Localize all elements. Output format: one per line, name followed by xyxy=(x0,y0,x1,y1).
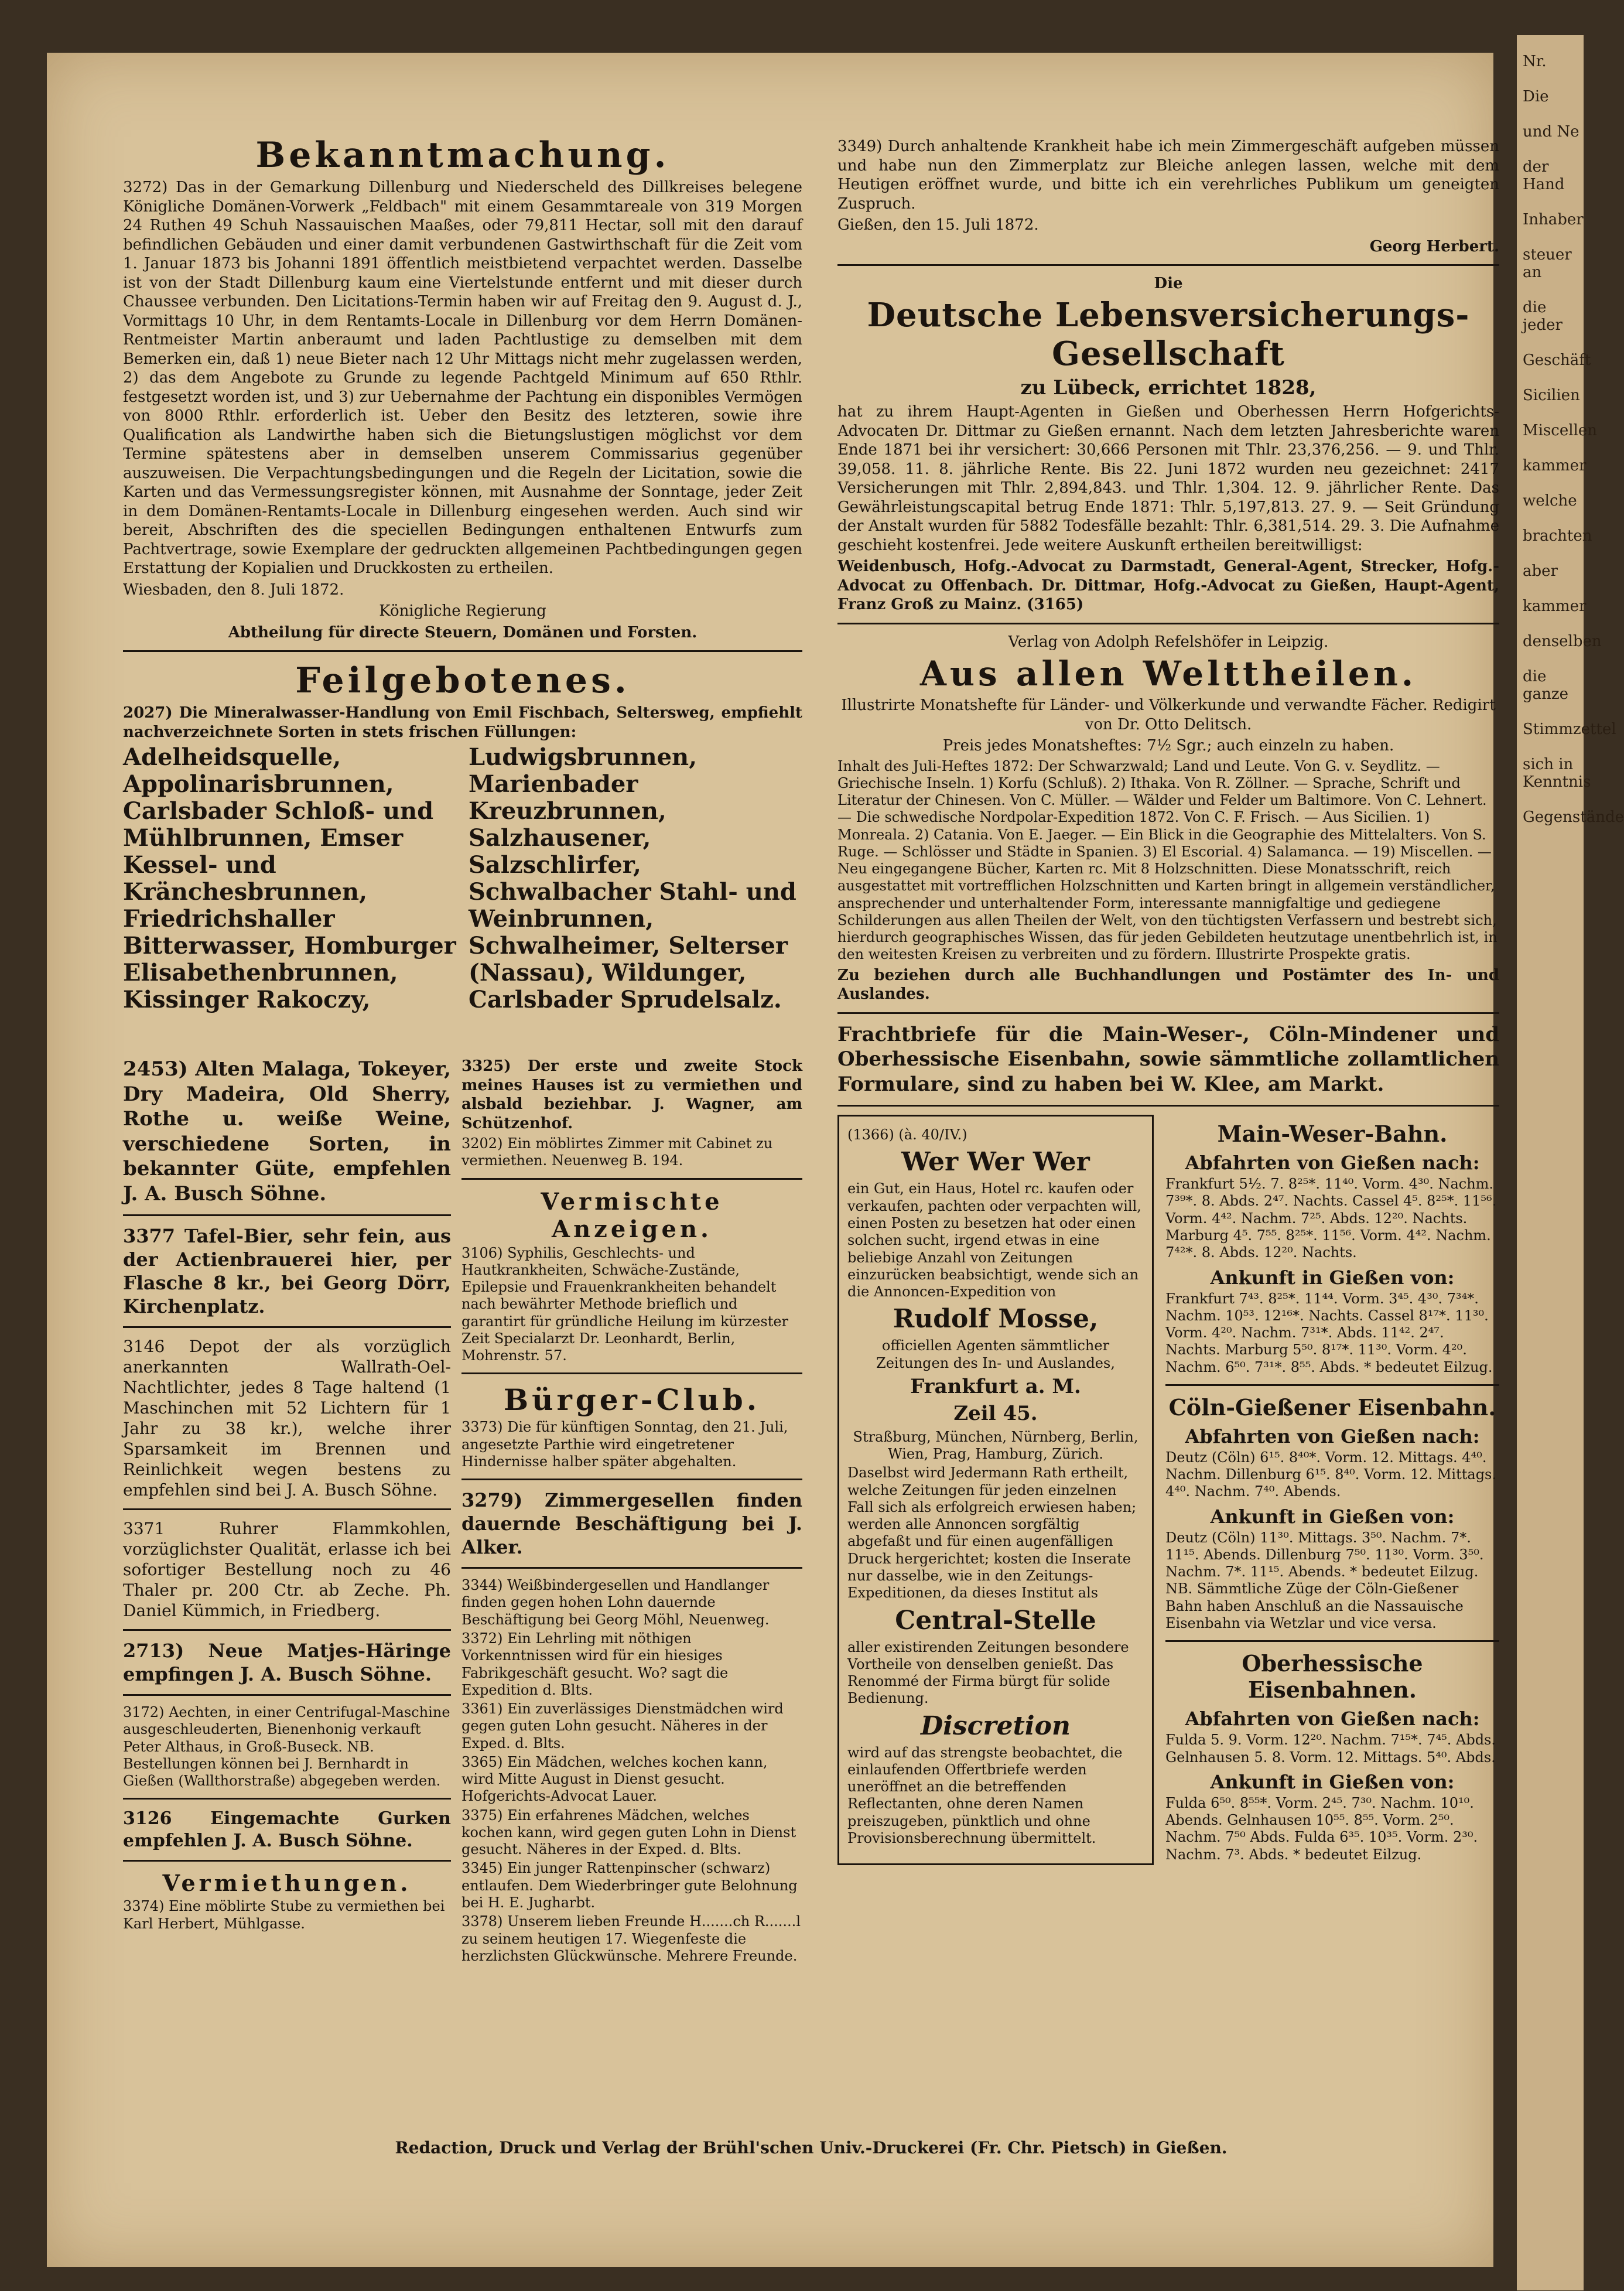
lebensversicherung-sub: zu Lübeck, errichtet 1828, xyxy=(1020,375,1317,400)
divider xyxy=(1165,1640,1499,1642)
lower-right-grid xyxy=(837,1115,1499,1865)
fischbach-intro: 2027) Die Mineralwasser-Handlung von Emil Fischbach, Seltersweg, empfiehlt nachverzeichnete Sorten in stets frischen Füllungen: xyxy=(123,704,802,741)
maedchen-ad: 3375) Ein erfahrenes Mädchen, welches kochen kann, wird gegen guten Lohn in Dienst gesucht. Näheres in der Exped. d. Blts. xyxy=(461,1807,796,1858)
vermischte-title: Vermischte Anzeigen. xyxy=(541,1187,723,1243)
edge-text: Inhaber xyxy=(1523,211,1584,228)
mosse-text1: ein Gut, ein Haus, Hotel rc. kaufen oder verkaufen, pachten oder verpachten will, einen Posten zu besetzen hat oder einen solchen sucht, irgend etwas in eine beliebige Anzahl von Zeitungen einzurücken beabsichtigt, wende sich an die Annoncen-Expedition von xyxy=(847,1180,1141,1300)
mosse-zeil: Zeil 45. xyxy=(953,1402,1038,1426)
edge-text: die ganze xyxy=(1523,668,1568,703)
railway-timetable xyxy=(1165,1115,1499,1865)
mosse-central: Central-Stelle xyxy=(895,1605,1096,1636)
divider xyxy=(123,650,802,652)
divider xyxy=(123,1798,451,1800)
welttheilen-sub: Illustrirte Monatshefte für Länder- und Völkerkunde und verwandte Fächer. Redigirt von Dr. Otto Delitsch. xyxy=(841,696,1496,733)
welttheilen-bezug: Zu beziehen durch alle Buchhandlungen und Postämter des In- und Auslandes. xyxy=(837,966,1499,1003)
depot-ad: 3146 Depot der als vorzüglich anerkannten Wallrath-Oel-Nachtlichter, jedes 8 Tage haltend (1 Maschinchen mit 52 Lichtern für 1 Jahr zu 38 kr.), welche ihrer Sparsamkeit im Brennen und Reinlichkeit wegen bestens zu empfehlen sind bei J. A. Busch Söhne. xyxy=(123,1337,451,1500)
edge-text: Miscellen xyxy=(1523,422,1597,439)
divider xyxy=(123,1694,451,1696)
kohlen-ad: 3371 Ruhrer Flammkohlen, vorzüglichster Qualität, erlasse ich bei sofortiger Bestellung noch zu 46 Thaler pr. 200 Ctr. ab Zeche. Ph. Daniel Kümmich, in Friedberg. xyxy=(123,1519,451,1620)
mosse-cities: Straßburg, München, Nürnberg, Berlin, Wien, Prag, Hamburg, Zürich. xyxy=(853,1428,1138,1463)
abfahrt-heading: Abfahrten von Gießen nach: xyxy=(1185,1425,1480,1447)
oberhessische-arrivals: Fulda 6⁵⁰. 8⁵⁵*. Vorm. 2⁴⁵. 7³⁰. Nachm. 10¹⁰. Abends. Gelnhausen 10⁵⁵. 8⁵⁵. Vorm. 2⁵⁰. Nachm. 7⁵⁰ Abds. Fulda 6³⁵. 10³⁵. Vorm. 2³⁰. Nachm. 7³. Abds. * bedeutet Eilzug. xyxy=(1165,1794,1478,1863)
main-weser-departures: Frankfurt 5⅟₂. 7. 8²⁵*. 11⁴⁰. Vorm. 4³⁰. Nachm. 7³⁹*. 8. Abds. 2⁴⁷. Nachts. Cassel 4⁵. 8²⁵*. 11⁵⁶. Vorm. 4⁴². Nachm. 7²⁵. Abds. 12²⁰. Nachts. Marburg 4⁵. 7⁵⁵. 8²⁵*. 11⁵⁶. Vorm. 4⁴². Nachm. 7⁴²*. 8. Abds. 12²⁰. Nachts. xyxy=(1165,1176,1497,1261)
waters-left: Adelheidsquelle, Appolinarisbrunnen, Carlsbader Schloß- und Mühlbrunnen, Emser Kessel- und Kränchesbrunnen, Friedrichshaller Bitterwasser, Homburger Elisabethenbrunnen, Kissinger Rakoczy, xyxy=(123,743,456,1013)
mosse-daselbst: Daselbst wird Jedermann Rath ertheilt, welche Zeitungen für jeden einzelnen Fall sich als erfolgreich erwiesen haben; werden alle Annoncen sorgfältig abgefaßt und für einen augenfälligen Druck hergerichtet; kosten die Inserate nur dasselbe, wie in den Zeitungs-Expeditionen, da dieses Institut als xyxy=(847,1464,1137,1602)
edge-text: Stimmzettel xyxy=(1523,721,1616,738)
bekanntmachung-text: 3272) Das in der Gemarkung Dillenburg und Niederscheld des Dillkreises belegene Königliche Domänen-Vorwerk „Feldbach" mit einem Gesammtareale von 319 Morgen 24 Ruthen 49 Schuh Nassauischen Maaßes, oder 79,811 Hectar, soll mit den darauf befindlichen Gebäuden und einer damit verbundenen Gastwirthschaft für die Zeit vom 1. Januar 1873 bis Johanni 1891 öffentlich meistbietend verpachtet werden. Dasselbe ist von der Stadt Dillenburg kaum eine Viertelstunde entfernt und mit dieser durch Chaussee verbunden. Den Licitations-Termin haben wir auf Freitag den 9. August d. J., Vormittags 10 Uhr, in dem Rentamts-Locale in Dillenburg vor dem Herrn Domänen-Rentmeister Martin anberaumt und laden Pachtlustige zu demselben mit dem Bemerken ein, daß 1) neue Bieter nach 12 Uhr Mittags nicht mehr zugelassen werden, 2) das dem Angebote zu Grunde zu legende Pachtgeld Minimum auf 650 Rthlr. festgesetzt worden ist, und 3) zur Uebernahme der Pachtung ein disponibles Vermögen von 8000 Rthlr. erforderlich ist. Ueber den Besitz des letzteren, sowie ihre Qualification als Landwirthe haben sich die Bietungslustigen möglichst vor dem Termine spätestens aber in demselben unserem Commissarius gegenüber auszuweisen. Die Verpachtungsbedingungen und die Regeln der Licitation, sowie die Karten und das Vermessungsregister können, mit Ausnahme der Sonntage, jeder Zeit in dem Domänen-Rentamts-Locale in Dillenburg eingesehen werden. Auch sind wir bereit, Abschriften des die speciellen Bedingungen enthaltenen Entwurfs zum Pachtvertrage, sowie Exemplare der gedruckten allgemeinen Pachtbedingungen gegen Erstattung der Kopialien und Druckkosten zu ertheilen. xyxy=(123,179,802,577)
zimmer-ad: 3202) Ein möblirtes Zimmer mit Cabinet zu vermiethen. Neuenweg B. 194. xyxy=(461,1135,773,1169)
pinscher-ad: 3345) Ein junger Rattenpinscher (schwarz) entlaufen. Dem Wiederbringer gute Belohnung bei H. E. Jugharbt. xyxy=(461,1860,798,1911)
divider xyxy=(1165,1384,1499,1386)
mineral-water-list xyxy=(123,744,802,1013)
oberhessische-title: Oberhessische Eisenbahnen. xyxy=(1242,1650,1423,1703)
abfahrt-heading: Abfahrten von Gießen nach: xyxy=(1185,1152,1480,1174)
edge-text: Gegenstände xyxy=(1523,808,1624,826)
edge-text: und Ne xyxy=(1523,123,1579,141)
vermiethungen-ad: 3374) Eine möblirte Stube zu vermiethen bei Karl Herbert, Mühlgasse. xyxy=(123,1898,445,1932)
edge-text: kammer xyxy=(1523,457,1587,474)
dienstmaedchen-ad: 3361) Ein zuverlässiges Dienstmädchen wird gegen guten Lohn gesucht. Näheres in der Exped. d. Blts. xyxy=(461,1701,784,1751)
oberhessische-departures: Fulda 5. 9. Vorm. 12²⁰. Nachm. 7¹⁵*. 7⁴⁵. Abds. Gelnhausen 5. 8. Vorm. 12. Mittags. 5⁴⁰. Abds. xyxy=(1165,1732,1496,1766)
edge-text: sich in Kenntnis xyxy=(1523,756,1591,791)
abfahrt-heading: Abfahrten von Gießen nach: xyxy=(1185,1708,1480,1730)
waters-right: Ludwigsbrunnen, Marienbader Kreuzbrunnen, Salzhausener, Salzschlirfer, Schwalbacher Stahl- und Weinbrunnen, Schwalheimer, Selterser (Nassau), Wildunger, Carlsbader Sprudelsalz. xyxy=(469,743,796,1013)
newspaper-page xyxy=(47,53,1499,2267)
edge-text: aber xyxy=(1523,562,1558,580)
right-subcolumn xyxy=(461,1054,802,1966)
main-weser-arrivals: Frankfurt 7⁴³. 8²⁵*. 11⁴⁴. Vorm. 3⁴⁵. 4³⁰. 7³⁴*. Nachm. 10⁵³. 12¹⁶*. Nachts. Cassel 8¹⁷*. 11³⁰. Vorm. 4²⁰. Nachm. 7³¹*. Abds. 11⁴². 2⁴⁷. Nachts. Marburg 5⁵⁰. 8¹⁷*. 11³⁰. Vorm. 4²⁰. Nachm. 6⁵⁰. 7³¹*. 8⁵⁵. Abds. * bedeutet Eilzug. xyxy=(1165,1290,1493,1375)
matjes-ad: 2713) Neue Matjes-Häringe empfingen J. A. Busch Söhne. xyxy=(123,1640,451,1685)
divider xyxy=(461,1479,802,1480)
buerger-club-title: Bürger-Club. xyxy=(503,1382,761,1418)
maedchen-kochen-ad: 3365) Ein Mädchen, welches kochen kann, wird Mitte August in Dienst gesucht. Hofgerichts-Advocat Lauer. xyxy=(461,1753,768,1805)
edge-text: Sicilien xyxy=(1523,387,1580,404)
zimmergesellen-ad: 3279) Zimmergesellen finden dauernde Beschäftigung bei J. Alker. xyxy=(461,1489,802,1559)
herbert-date: Gießen, den 15. Juli 1872. xyxy=(837,216,1039,234)
edge-text: steuer an xyxy=(1523,246,1572,281)
adjacent-page-edge xyxy=(1517,35,1624,2290)
lebensversicherung-title: Deutsche Lebensversicherungs-Gesellschaft xyxy=(867,295,1470,373)
right-column xyxy=(837,135,1499,1865)
mosse-city: Frankfurt a. M. xyxy=(910,1374,1081,1398)
coeln-giessen-arrivals: Deutz (Cöln) 11³⁰. Mittags. 3⁵⁰. Nachm. 7*. 11¹⁵. Abends. Dillenburg 7⁵⁰. 11³⁰. Vorm. 3⁵⁰. Nachm. 7*. 11¹⁵. Abends. * bedeutet Eilzug. NB. Sämmtliche Züge der Cöln-Gießener Bahn haben Anschluß an die Nassauische Eisenbahn via Wetzlar und vice versa. xyxy=(1165,1529,1484,1631)
welttheilen-price: Preis jedes Monatsheftes: 7½ Sgr.; auch einzeln zu haben. xyxy=(942,737,1394,754)
coeln-giessen-title: Cöln-Gießener Eisenbahn. xyxy=(1168,1394,1496,1421)
honig-ad: 3172) Aechten, in einer Centrifugal-Maschine ausgeschleuderten, Bienenhonig verkauft Peter Althaus, in Groß-Buseck. NB. Bestellungen können bei J. Bernhardt in Gießen (Wallthorstraße) abgegeben werden. xyxy=(123,1704,450,1790)
divider xyxy=(123,1860,451,1862)
edge-text: welche xyxy=(1523,492,1577,510)
vermiethungen-title: Vermiethungen. xyxy=(162,1870,412,1897)
left-column xyxy=(123,135,802,1013)
mosse-text3: aller existirenden Zeitungen besondere Vortheile von denselben genießt. Das Renommé der Firma bürgt für solide Bedienung. xyxy=(847,1638,1129,1707)
bekanntmachung-title: Bekanntmachung. xyxy=(255,135,670,176)
malaga-ad: 2453) Alten Malaga, Tokeyer, Dry Madeira, Old Sherry, Rothe u. weiße Weine, verschiedene Sorten, in bekannter Güte, empfehlen J. A. Busch Söhne. xyxy=(123,1057,451,1206)
divider xyxy=(837,623,1499,624)
frachtbriefe-ad: Frachtbriefe für die Main-Weser-, Cöln-Mindener und Oberhessische Eisenbahn, sowie sämmtliche zollamtlichen Formulare, sind zu haben bei W. Klee, am Markt. xyxy=(837,1022,1499,1096)
lebensversicherung-agents: Weidenbusch, Hofg.-Advocat zu Darmstadt, General-Agent, Strecker, Hofg.-Advocat zu Offenbach. Dr. Dittmar, Hofg.-Advocat zu Gießen, Haupt-Agent, Franz Groß zu Mainz. (3165) xyxy=(837,558,1499,613)
divider xyxy=(123,1629,451,1631)
welttheilen-title: Aus allen Welttheilen. xyxy=(919,654,1417,694)
edge-text: Geschäft xyxy=(1523,351,1591,369)
edge-text: Nr. xyxy=(1523,53,1547,70)
edge-text: kammer xyxy=(1523,597,1587,615)
freunde-ad: 3378) Unserem lieben Freunde H.......ch R.......l zu seinem heutigen 17. Wiegenfeste die herzlichsten Glückwünsche. Mehrere Freunde. xyxy=(461,1913,801,1964)
divider xyxy=(837,1012,1499,1014)
herbert-sign: Georg Herbert. xyxy=(1369,237,1499,255)
die-label: Die xyxy=(1154,275,1183,292)
feilgebotenes-title: Feilgebotenes. xyxy=(295,660,630,701)
syphilis-ad: 3106) Syphilis, Geschlechts- und Hautkrankheiten, Schwäche-Zustände, Epilepsie und Frauenkrankheiten behandelt nach bewährter Methode brieflich und garantirt für gründliche Heilung im kürzester Zeit Specialarzt Dr. Leonhardt, Berlin, Mohrenstr. 57. xyxy=(461,1244,789,1364)
bekanntmachung-sign1: Königliche Regierung xyxy=(379,602,546,620)
mosse-text2: officiellen Agenten sämmtlicher Zeitungen des In- und Auslandes, xyxy=(876,1337,1115,1371)
edge-text: der Hand xyxy=(1523,158,1565,193)
welttheilen-inhalt: Inhalt des Juli-Heftes 1872: Der Schwarzwald; Land und Leute. Von G. v. Seydlitz. — Griechische Inseln. 1) Korfu (Schluß). 2) Ithaka. Von R. Zöllner. — Sprache, Schrift und Literatur der Chinesen. Von C. Müller. — Wälder und Felder um Baltimore. Von C. Lehnert. — Die schwedische Nordpolar-Expedition 1872. Von C. F. Frisch. — Aus Sicilien. 1) Monreala. 2) Catania. Von E. Jaeger. — Ein Blick in die Geographie des Mittelalters. Von S. Ruge. — Schlösser und Städte in Spanien. 3) El Escorial. 4) Salamanca. — 19) Miscellen. — Neu eingegangene Bücher, Karten rc. Mit 8 Holzschnitten. Diese Monatsschrift, reich ausgestattet mit vortrefflichen Holzschnitten und Karten bringt in allgemein verständlicher, ansprechender und unterhaltender Form, interessante mannigfaltige und gediegene Schilderungen aus allen Theilen der Welt, von den tüchtigsten Verfassern und bestrebt sich, hierdurch geographisches Wissen, das für jeden Gebildeten heutzutage unentbehrlich ist, in den weitesten Kreisen zu verbreiten und zu fördern. Illustrirte Prospekte gratis. xyxy=(837,757,1498,963)
bekanntmachung-sign2: Abtheilung für directe Steuern, Domänen und Forsten. xyxy=(228,623,698,641)
ankunft-heading: Ankunft in Gießen von: xyxy=(1210,1505,1455,1528)
buerger-club-ad: 3373) Die für künftigen Sonntag, den 21. Juli, angesetzte Parthie wird eingetretener Hindernisse halber später abgehalten. xyxy=(461,1419,788,1470)
bekanntmachung-date: Wiesbaden, den 8. Juli 1872. xyxy=(123,581,344,599)
divider xyxy=(123,1326,451,1328)
divider xyxy=(123,1214,451,1216)
divider xyxy=(123,1508,451,1510)
edge-text: Die xyxy=(1523,88,1549,105)
left-lower-grid xyxy=(123,1054,802,1966)
herbert-ad: 3349) Durch anhaltende Krankheit habe ich mein Zimmergeschäft aufgeben müssen und habe nun den Zimmerplatz zur Bleiche anlegen lassen, welche mit dem Heutigen eröffnet wurde, und bitte ich ein verehrliches Publikum um geneigten Zuspruch. xyxy=(837,138,1499,213)
verlag-line: Verlag von Adolph Refelshöfer in Leipzig. xyxy=(1008,633,1329,651)
tafel-bier-ad: 3377 Tafel-Bier, sehr fein, aus der Actienbrauerei hier, per Flasche 8 kr., bei Georg Dörr, Kirchenplatz. xyxy=(123,1225,451,1317)
stock-ad: 3325) Der erste und zweite Stock meines Hauses ist zu vermiethen und alsbald beziehbar. J. Wagner, am Schützenhof. xyxy=(461,1057,802,1132)
mosse-discretion: Discretion xyxy=(921,1710,1071,1741)
edge-text: denselben xyxy=(1523,633,1602,650)
mosse-text4: wird auf das strengste beobachtet, die einlaufenden Offertbriefe werden uneröffnet an die betreffenden Reflectanten, ohne deren Namen preiszugeben, pünktlich und ohne Provisionsberechnung übermittelt. xyxy=(847,1744,1123,1846)
divider xyxy=(837,1105,1499,1107)
ankunft-heading: Ankunft in Gießen von: xyxy=(1210,1266,1455,1289)
coeln-giessen-departures: Deutz (Cöln) 6¹⁵. 8⁴⁰*. Vorm. 12. Mittags. 4⁴⁰. Nachm. Dillenburg 6¹⁵. 8⁴⁰. Vorm. 12. Mittags. 4⁴⁰. Nachm. 7⁴⁰. Abends. xyxy=(1165,1449,1496,1500)
imprint-footer: Redaction, Druck und Verlag der Brühl'schen Univ.-Druckerei (Fr. Chr. Pietsch) in Gießen. xyxy=(395,2138,1228,2157)
lebensversicherung-text: hat zu ihrem Haupt-Agenten in Gießen und Oberhessen Herrn Hofgerichts-Advocaten Dr. Dittmar zu Gießen ernannt. Nach dem letzten Jahresberichte waren Ende 1871 bei ihr versichert: 30,666 Personen mit Thlr. 23,376,256. — 9. und Thlr. 39,058. 11. 8. jährliche Rente. Bis 22. Juni 1872 wurden neu gezeichnet: 2417 Versicherungen mit Thlr. 2,894,843. und Thlr. 1,304. 12. 9. jährlicher Rente. Das Gewährleistungscapital betrug Ende 1871: Thlr. 5,197,813. 27. 9. — Seit Gründung der Anstalt wurden für 5882 Todesfälle bezahlt: Thlr. 6,381,514. 29. 3. Die Aufnahme geschieht kostenfrei. Jede weitere Auskunft ertheilen bereitwilligst: xyxy=(837,403,1499,554)
gurken-ad: 3126 Eingemachte Gurken empfehlen J. A. Busch Söhne. xyxy=(123,1808,451,1851)
lehrling-ad: 3372) Ein Lehrling mit nöthigen Vorkenntnissen wird für ein hiesiges Fabrikgeschäft gesucht. Wo? sagt die Expedition d. Blts. xyxy=(461,1630,729,1698)
divider xyxy=(461,1372,802,1374)
mosse-number: (1366) (à. 40/IV.) xyxy=(847,1126,967,1143)
mosse-wer: Wer Wer Wer xyxy=(901,1147,1090,1177)
edge-text: die jeder xyxy=(1523,299,1563,334)
weissbinder-ad: 3344) Weißbindergesellen und Handlanger finden gegen hohen Lohn dauernde Beschäftigung bei Georg Möhl, Neuenweg. xyxy=(461,1577,770,1628)
mosse-ad xyxy=(837,1115,1154,1865)
mosse-name: Rudolf Mosse, xyxy=(893,1304,1099,1334)
left-subcolumn xyxy=(123,1054,451,1966)
divider xyxy=(461,1567,802,1569)
ankunft-heading: Ankunft in Gießen von: xyxy=(1210,1770,1455,1793)
divider xyxy=(837,264,1499,266)
main-weser-title: Main-Weser-Bahn. xyxy=(1217,1121,1448,1148)
edge-text: brachten xyxy=(1523,527,1592,545)
divider xyxy=(461,1178,802,1180)
